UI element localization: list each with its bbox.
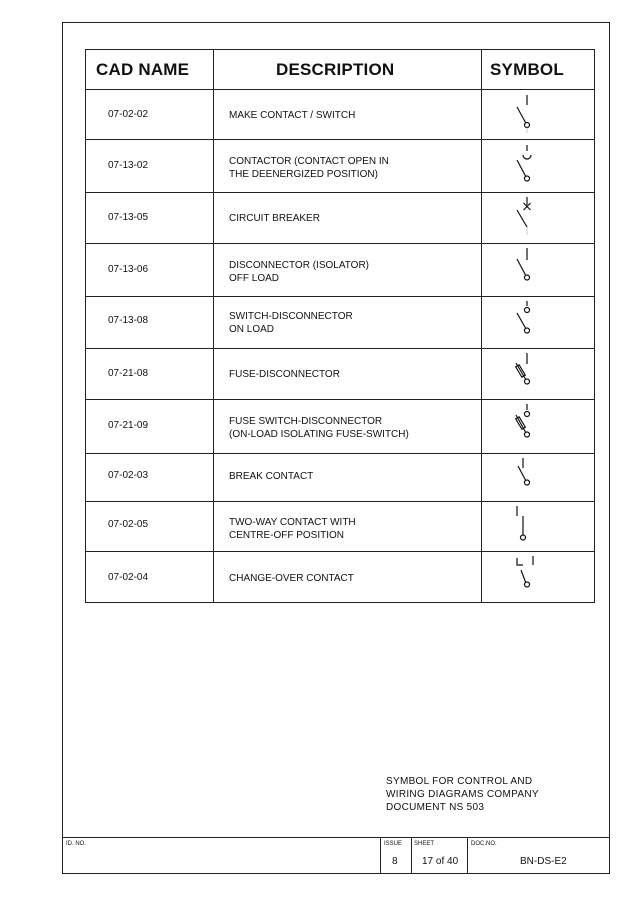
sheet-label: SHEET [414,841,435,847]
table-row [86,400,594,454]
document-title-line: SYMBOL FOR CONTROL AND [386,776,533,787]
switch-disconnector-symbol-icon [501,297,561,349]
table-row [86,349,594,400]
description-cell: BREAK CONTACT [229,471,314,482]
sheet-value: 17 of 40 [422,856,459,867]
cad-name-cell: 07-21-09 [108,420,149,431]
change-over-contact-symbol-icon [501,552,561,603]
id-no-label: ID. NO. [66,841,87,847]
document-title-line: DOCUMENT NS 503 [386,802,485,813]
title-block-divider [411,837,412,874]
description-cell: FUSE-DISCONNECTOR [229,369,340,380]
description-cell: CHANGE-OVER CONTACT [229,573,354,584]
doc-no-label: DOC.NO. [471,841,497,847]
table-row [86,244,594,297]
table-row [86,193,594,244]
description-cell: SWITCH-DISCONNECTOR ON LOAD [229,311,353,335]
contactor-symbol-icon [501,140,561,193]
cad-name-cell: 07-02-02 [108,109,149,120]
header-description: DESCRIPTION [276,60,395,79]
description-cell: FUSE SWITCH-DISCONNECTOR (ON-LOAD ISOLATING FUSE-SWITCH) [229,416,409,440]
title-block-divider [380,837,381,874]
document-title [386,775,539,814]
cad-name-cell: 07-13-05 [108,212,149,223]
fuse-switch-disconnector-symbol-icon [501,400,561,454]
issue-label: ISSUE [384,841,403,847]
fuse-disconnector-symbol-icon [501,349,561,400]
cad-name-cell: 07-02-04 [108,572,149,583]
table-row [86,552,594,603]
description-cell: MAKE CONTACT / SWITCH [229,110,356,121]
table-row [86,90,594,140]
cad-name-cell: 07-02-03 [108,470,149,481]
header-cad-name: CAD NAME [96,60,190,79]
table-header [86,50,594,90]
table-row [86,502,594,552]
description-cell: DISCONNECTOR (ISOLATOR) OFF LOAD [229,260,370,284]
table-row [86,297,594,349]
title-block-divider [467,837,468,874]
circuit-breaker-symbol-icon [501,193,561,244]
description-cell: CIRCUIT BREAKER [229,213,320,224]
cad-name-cell: 07-13-02 [108,160,149,171]
cad-name-cell: 07-21-08 [108,368,149,379]
symbol-table [85,49,595,603]
break-contact-symbol-icon [501,454,561,502]
cad-name-cell: 07-13-08 [108,315,149,326]
table-row [86,140,594,193]
cad-name-cell: 07-02-05 [108,519,149,530]
make-contact-symbol-icon [501,90,561,140]
disconnector-symbol-icon [501,244,561,297]
two-way-contact-symbol-icon [501,502,561,552]
description-cell: TWO-WAY CONTACT WITH CENTRE-OFF POSITION [229,517,356,541]
document-title-line: WIRING DIAGRAMS COMPANY [386,789,539,800]
title-block-border [62,837,610,838]
doc-no-value: BN-DS-E2 [520,856,567,867]
cad-name-cell: 07-13-06 [108,264,149,275]
table-row [86,454,594,502]
description-cell: CONTACTOR (CONTACT OPEN IN THE DEENERGIZED POSITION) [229,156,389,180]
header-symbol: SYMBOL [490,60,564,79]
issue-value: 8 [392,856,398,867]
